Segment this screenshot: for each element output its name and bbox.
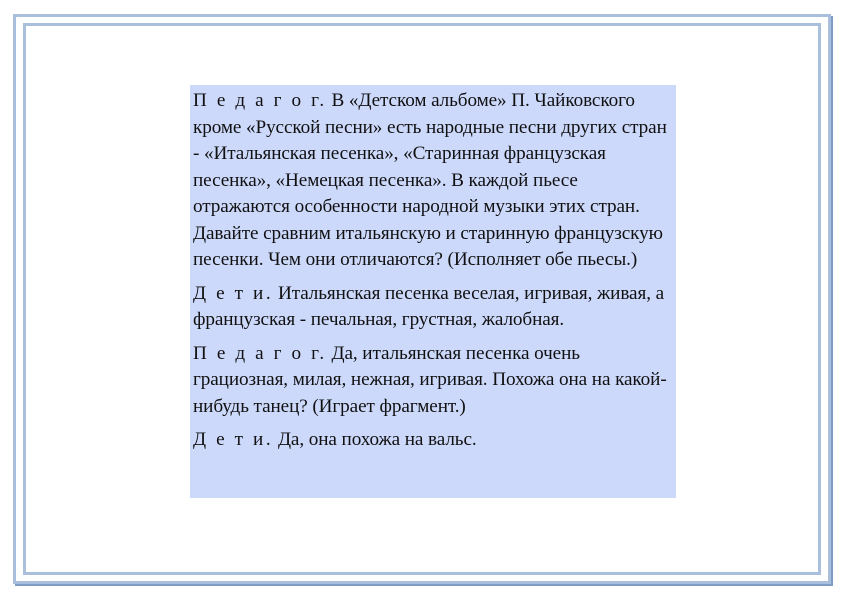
dialogue-paragraph [193, 281, 676, 334]
speaker-label: П е д а г о г. [193, 90, 327, 111]
speaker-label: Д е т и. [193, 429, 274, 450]
paragraph-text: Итальянская песенка веселая, игривая, живая, а французская - печальная, грустная, жалобная. [193, 282, 665, 330]
paragraph-text: Да, итальянская песенка очень грациозная, милая, нежная, игривая. Похожа она на какой-нибудь танец? (Играет фрагмент.) [193, 342, 667, 417]
speaker-label: Д е т и. [193, 282, 274, 304]
dialogue-paragraph [193, 427, 676, 454]
dialogue-paragraph [193, 341, 676, 421]
dialogue-text-block [190, 85, 676, 498]
paragraph-text: Да, она похожа на вальс. [273, 429, 477, 450]
paragraph-text: В «Детском альбоме» П. Чайковского кроме «Русской песни» есть народные песни других стран - «Итальянская песенка», «Старинная французская песенка», «Немецкая песенка». В каждой пьесе отражаются особенности народной музыки этих стран. Давайте сравним итальянскую и старинную французскую песенки. Чем они отличаются? (Исполняет обе пьесы.) [193, 90, 667, 270]
dialogue-paragraph [193, 88, 676, 274]
speaker-label: П е д а г о г. [193, 342, 327, 364]
